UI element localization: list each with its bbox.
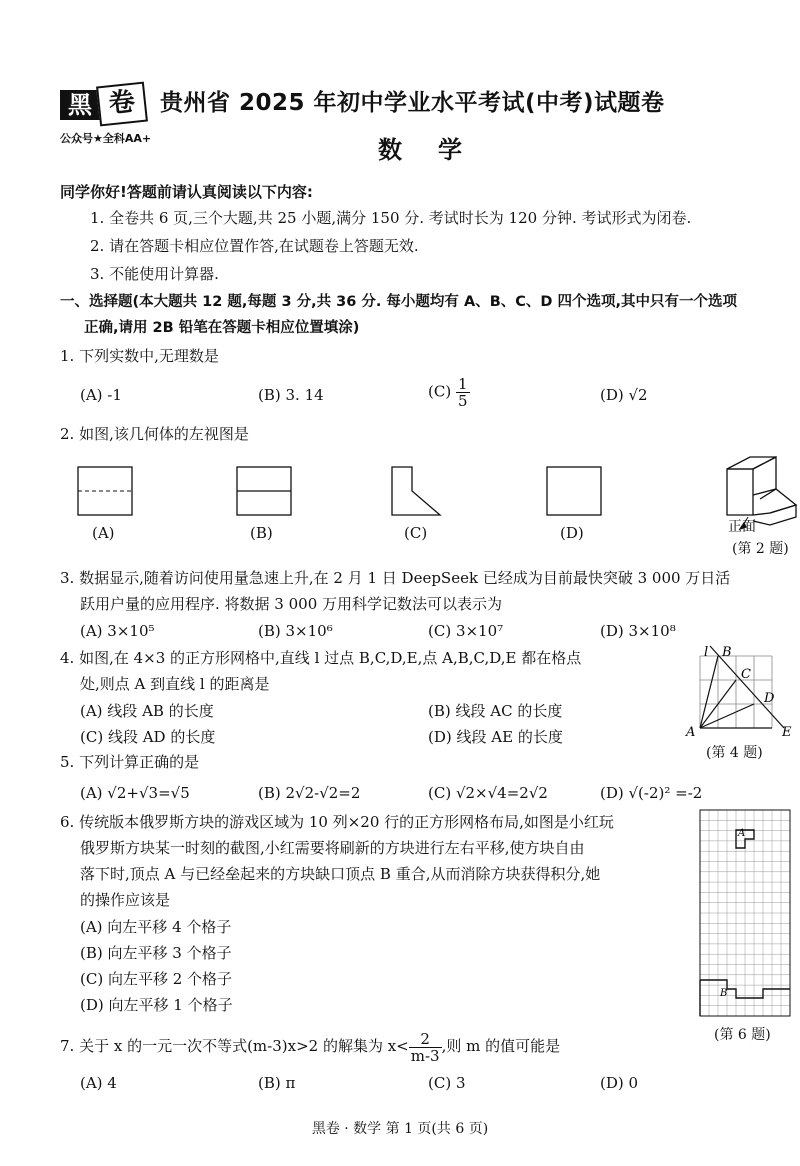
q2-view-d bbox=[547, 467, 601, 515]
logo-mark-paper: 卷 bbox=[96, 82, 148, 127]
section-heading-cont: 正确,请用 2B 铅笔在答题卡相应位置填涂) bbox=[84, 320, 360, 336]
q1-option-c-label: (C) bbox=[428, 382, 452, 401]
q2-label-b: (B) bbox=[250, 524, 273, 542]
q6-option-d: (D) 向左平移 1 个格子 bbox=[80, 996, 233, 1014]
q4-label-a: A bbox=[686, 725, 696, 740]
q7-fraction bbox=[409, 1031, 442, 1064]
intro-greeting: 同学你好!答题前请认真阅读以下内容: bbox=[60, 183, 313, 201]
question-3-line1: 3. 数据显示,随着访问使用量急速上升,在 2 月 1 日 DeepSeek 已经成为目前最快突破 3 000 万日活 bbox=[60, 569, 731, 587]
q4-label-e: E bbox=[782, 725, 792, 740]
q1-option-c-fraction bbox=[456, 376, 470, 409]
intro-item: 2. 请在答题卡相应位置作答,在试题卷上答题无效. bbox=[90, 237, 419, 255]
q4-label-l: l bbox=[704, 645, 709, 660]
subject-title: 数学 bbox=[378, 136, 498, 164]
q2-view-a bbox=[78, 467, 132, 515]
q6-option-a: (A) 向左平移 4 个格子 bbox=[80, 918, 232, 936]
q4-grid bbox=[700, 656, 772, 728]
q2-figures bbox=[0, 455, 800, 565]
q5-option-c: (C) √2×√4=2√2 bbox=[428, 784, 548, 802]
page-footer: 黑卷 · 数学 第 1 页(共 6 页) bbox=[311, 1121, 489, 1137]
question-5-stem: 5. 下列计算正确的是 bbox=[60, 753, 200, 771]
q3-option-c: (C) 3×10⁷ bbox=[428, 622, 504, 640]
q2-view-b bbox=[237, 467, 291, 515]
q4-label-c: C bbox=[741, 667, 751, 682]
q4-option-c: (C) 线段 AD 的长度 bbox=[80, 728, 216, 746]
fraction-denominator: m-3 bbox=[410, 1046, 440, 1065]
q2-label-a: (A) bbox=[92, 524, 115, 542]
q7-option-c: (C) 3 bbox=[428, 1074, 466, 1092]
logo-subtitle: 公众号★全科AA+ bbox=[60, 132, 152, 145]
q5-option-a: (A) √2+√3=√5 bbox=[80, 784, 190, 802]
section-heading: 一、选择题(本大题共 12 题,每题 3 分,共 36 分. 每小题均有 A、B、C、D 四个选项,其中只有一个选项 bbox=[60, 294, 737, 310]
question-3-line2: 跃用户量的应用程序. 将数据 3 000 万用科学记数法可以表示为 bbox=[80, 595, 503, 613]
q6-tetris-grid bbox=[700, 810, 790, 1020]
q3-option-d: (D) 3×10⁸ bbox=[600, 622, 676, 640]
brand-logo bbox=[60, 84, 148, 124]
q5-option-d: (D) √(-2)² =-2 bbox=[600, 784, 703, 802]
q7-stem-pre: 7. 关于 x 的一元一次不等式(m-3)x>2 的解集为 x< bbox=[60, 1037, 409, 1055]
q3-option-a: (A) 3×10⁵ bbox=[80, 622, 155, 640]
q6-caption: (第 6 题) bbox=[714, 1027, 771, 1043]
intro-item: 1. 全卷共 6 页,三个大题,共 25 小题,满分 150 分. 考试时长为 120 分钟. 考试形式为闭卷. bbox=[90, 209, 692, 227]
tetris-label-b: B bbox=[720, 988, 728, 999]
q3-option-b: (B) 3×10⁶ bbox=[258, 622, 333, 640]
q1-option-a: (A) -1 bbox=[80, 386, 122, 404]
question-4-line1: 4. 如图,在 4×3 的正方形网格中,直线 l 过点 B,C,D,E,点 A,B,C,D,E 都在格点 bbox=[60, 649, 582, 667]
q2-label-c: (C) bbox=[404, 524, 428, 542]
q4-option-b: (B) 线段 AC 的长度 bbox=[428, 702, 563, 720]
fraction-denominator: 5 bbox=[457, 392, 468, 410]
q7-option-a: (A) 4 bbox=[80, 1074, 117, 1092]
q4-option-d: (D) 线段 AE 的长度 bbox=[428, 728, 563, 746]
question-7-stem bbox=[60, 1026, 560, 1066]
q1-option-b: (B) 3. 14 bbox=[258, 386, 324, 404]
question-6-line2: 俄罗斯方块某一时刻的截图,小红需要将刷新的方块进行左右平移,使方块自由 bbox=[80, 839, 585, 857]
question-6-line1: 6. 传统版本俄罗斯方块的游戏区域为 10 列×20 行的正方形网格布局,如图是小红玩 bbox=[60, 813, 614, 831]
q4-caption: (第 4 题) bbox=[706, 745, 763, 761]
page-title: 贵州省 2025 年初中学业水平考试(中考)试题卷 bbox=[160, 90, 665, 116]
question-4-line2: 处,则点 A 到直线 l 的距离是 bbox=[80, 675, 270, 693]
q1-option-c bbox=[428, 376, 470, 409]
q2-view-c bbox=[392, 467, 440, 515]
q4-grid-figure bbox=[684, 644, 794, 744]
question-6-line4: 的操作应该是 bbox=[80, 891, 171, 909]
question-6-line3: 落下时,顶点 A 与已经垒起来的方块缺口顶点 B 重合,从而消除方块获得积分,她 bbox=[80, 865, 601, 883]
q4-lines bbox=[700, 646, 784, 728]
q6-option-c: (C) 向左平移 2 个格子 bbox=[80, 970, 233, 988]
fraction-numerator: 1 bbox=[457, 375, 468, 393]
q5-option-b: (B) 2√2-√2=2 bbox=[258, 784, 361, 802]
q2-label-d: (D) bbox=[560, 524, 584, 542]
question-2-stem: 2. 如图,该几何体的左视图是 bbox=[60, 425, 249, 443]
logo-mark-black: 黑 bbox=[60, 90, 100, 120]
intro-item: 3. 不能使用计算器. bbox=[90, 265, 219, 283]
q6-option-b: (B) 向左平移 3 个格子 bbox=[80, 944, 232, 962]
fraction-numerator: 2 bbox=[409, 1031, 442, 1048]
q2-front-label: 正面 bbox=[728, 519, 756, 535]
q7-option-d: (D) 0 bbox=[600, 1074, 639, 1092]
q4-label-d: D bbox=[764, 691, 775, 706]
q7-stem-post: ,则 m 的值可能是 bbox=[441, 1037, 561, 1055]
q2-caption: (第 2 题) bbox=[732, 541, 789, 557]
q4-option-a: (A) 线段 AB 的长度 bbox=[80, 702, 214, 720]
q4-label-b: B bbox=[722, 645, 732, 660]
tetris-label-a: A bbox=[738, 828, 746, 839]
q1-option-d: (D) √2 bbox=[600, 386, 648, 404]
q7-option-b: (B) π bbox=[258, 1074, 296, 1092]
question-1-stem: 1. 下列实数中,无理数是 bbox=[60, 347, 219, 365]
